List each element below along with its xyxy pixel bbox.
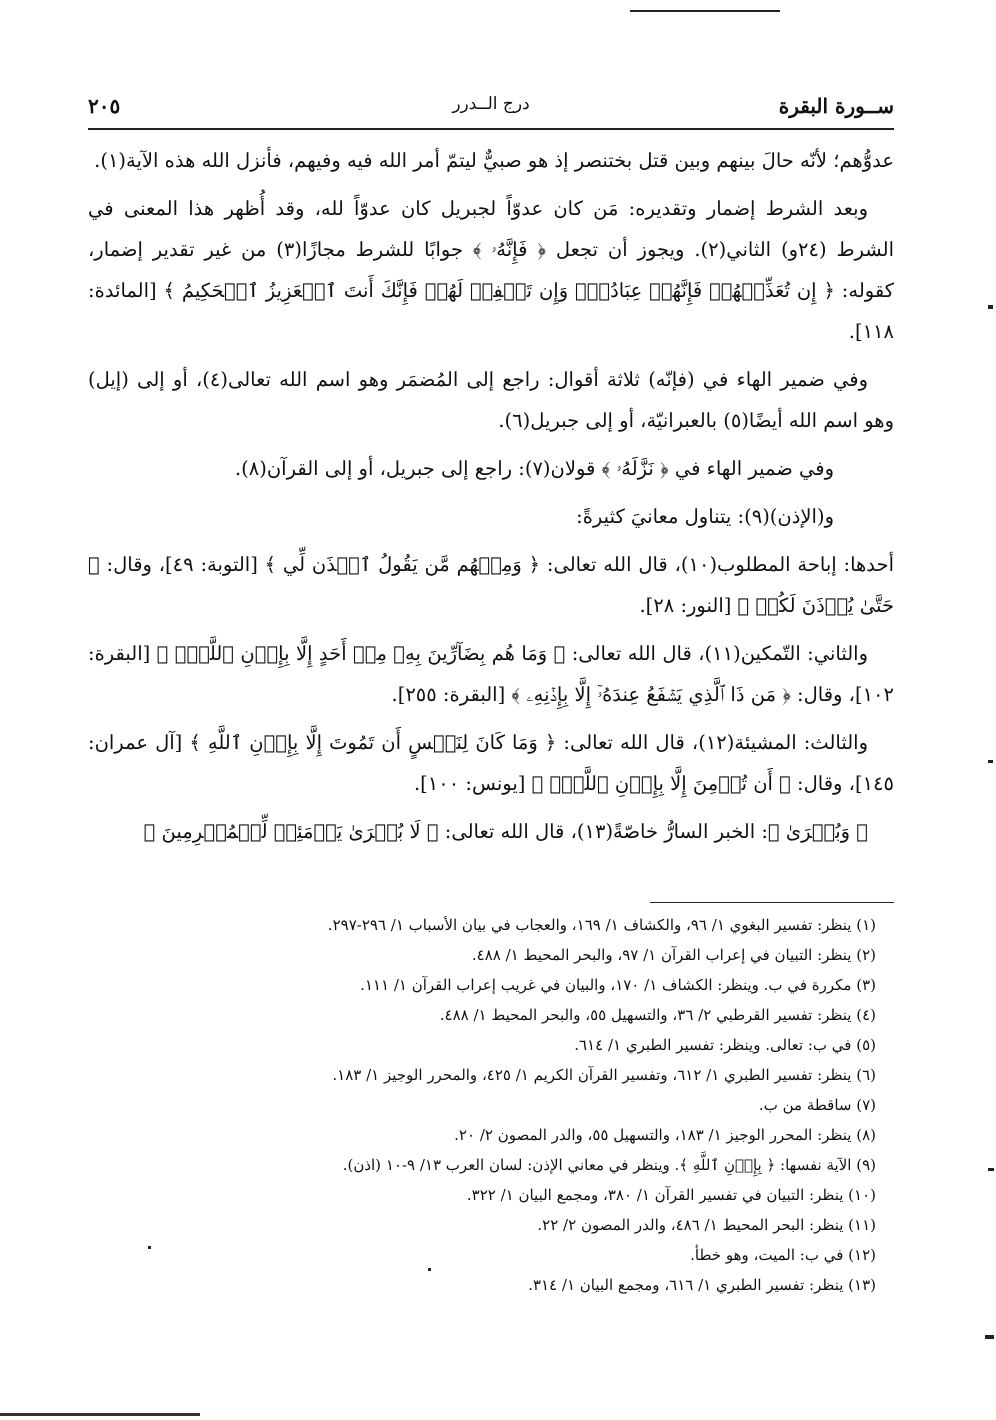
main-text xyxy=(88,140,894,859)
scan-speck xyxy=(148,1246,151,1249)
footnote: (٧) ساقطة من ب. xyxy=(758,1096,876,1114)
footnote: (١٠) ينظر: التبيان في تفسير القرآن ١/ ٣٨٠، ومجمع البيان ١/ ٣٢٢. xyxy=(466,1186,876,1204)
scan-speck xyxy=(985,1335,994,1339)
bottom-edge-line xyxy=(0,1413,200,1416)
page-header xyxy=(88,92,894,126)
scan-speck xyxy=(988,305,993,309)
scan-speck xyxy=(428,1268,431,1271)
paragraph: والثاني: التّمكين(١١)، قال الله تعالى: ﴿ وَمَا هُم بِضَآرِّينَ بِهِۦ مِنۡ أَحَدٍ إِلَّا بِإِذۡنِ ٱللَّهِۚ ﴾ [البقرة: ١٠٢]، وقال: ﴿ مَن ذَا ٱلَّذِي يَشۡفَعُ عِندَهُۥٓ إِلَّا بِإِذۡنِهِۦ ﴾ [البقرة: ٢٥٥]. xyxy=(88,642,894,706)
footnote-divider xyxy=(650,902,894,903)
footnote: (٨) ينظر: المحرر الوجيز ١/ ١٨٣، والتسهيل ٥٥، والدر المصون ٢/ ٢٠. xyxy=(454,1126,876,1144)
paragraph: وفي ضمير الهاء في (فإنّه) ثلاثة أقوال: راجع إلى المُضمَر وهو اسم الله تعالى(٤)، أو إلى (إيل) وهو اسم الله أيضًا(٥) بالعبرانيّة، أو إلى جبريل(٦). xyxy=(88,368,894,432)
footnote: (٢) ينظر: التبيان في إعراب القرآن ١/ ٩٧، والبحر المحيط ١/ ٤٨٨. xyxy=(471,946,876,964)
paragraph: ﴿ وَبُشۡرَىٰ ﴾: الخبر السارُّ خاصّةً(١٣)، قال الله تعالى: ﴿ لَا بُشۡرَىٰ يَوۡمَئِذٖ لِّلۡمُجۡرِمِينَ ﴾ xyxy=(143,820,868,843)
footnote: (٩) الآية نفسها: ﴿ بِإِذۡنِ ٱللَّهِ ﴾. وينظر في معاني الإذن: لسان العرب ١٣/ ٩-١٠ (اذن). xyxy=(342,1156,876,1174)
paragraph: وبعد الشرط إضمار وتقديره: مَن كان عدوّاً لجبريل كان عدوّاً لله، وقد أُظهر هذا المعنى في الشرط (٢٤و) الثاني(٢). ويجوز أن تجعل ﴿ فَإِنَّهُۥ ﴾ جوابًا للشرط مجازًا(٣) من غير تقدير إضمار، كقوله: ﴿ إِن تُعَذِّبۡهُمۡ فَإِنَّهُمۡ عِبَادُكَۖ وَإِن تَغۡفِرۡ لَهُمۡ فَإِنَّكَ أَنتَ ٱلۡعَزِيزُ ٱلۡحَكِيمُ ﴾ [المائدة: ١١٨]. xyxy=(88,197,895,343)
paragraph: وفي ضمير الهاء في ﴿ نَزَّلَهُۥ ﴾ قولان(٧): راجع إلى جبريل، أو إلى القرآن(٨). xyxy=(234,457,834,480)
page-number: ٢٠٥ xyxy=(88,94,121,118)
footnote: (١٣) ينظر: تفسير الطبري ١/ ٦١٦، ومجمع البيان ١/ ٣١٤. xyxy=(528,1276,876,1294)
surah-title: ســورة البقرة xyxy=(778,94,894,118)
footnote: (٦) ينظر: تفسير الطبري ١/ ٦١٢، وتفسير القرآن الكريم ١/ ٤٢٥، والمحرر الوجيز ١/ ١٨٣. xyxy=(332,1066,876,1084)
footnote: (١٢) في ب: الميت، وهو خطأ. xyxy=(690,1246,876,1264)
footnote: (١١) ينظر: البحر المحيط ١/ ٤٨٦، والدر المصون ٢/ ٢٢. xyxy=(537,1216,876,1234)
header-divider xyxy=(88,128,894,130)
paragraph: والثالث: المشيئة(١٢)، قال الله تعالى: ﴿ وَمَا كَانَ لِنَفۡسٍ أَن تَمُوتَ إِلَّا بِإِذۡنِ ٱللَّهِ ﴾ [آل عمران: ١٤٥]، وقال: ﴿ أَن تُؤۡمِنَ إِلَّا بِإِذۡنِ ٱللَّهِۚ ﴾ [يونس: ١٠٠]. xyxy=(88,731,894,795)
footnotes xyxy=(88,910,876,1300)
scan-speck xyxy=(988,1168,994,1171)
book-title: درج الــدرر xyxy=(452,94,530,114)
footnote: (٤) ينظر: تفسير القرطبي ٢/ ٣٦، والتسهيل ٥٥، والبحر المحيط ١/ ٤٨٨. xyxy=(439,1006,876,1024)
footnote: (١) ينظر: تفسير البغوي ١/ ٩٦، والكشاف ١/ ١٦٩، والعجاب في بيان الأسباب ١/ ٢٩٦-٢٩٧. xyxy=(327,916,876,934)
paragraph: و(الإذن)(٩): يتناول معانيَ كثيرةً: xyxy=(576,505,834,528)
paragraph: أحدها: إباحة المطلوب(١٠)، قال الله تعالى: ﴿ وَمِنۡهُم مَّن يَقُولُ ٱئۡذَن لِّي ﴾ [التوبة: ٤٩]، وقال: ﴿ حَتَّىٰ يُؤۡذَنَ لَكُمۡ ﴾ [النور: ٢٨]. xyxy=(88,553,894,617)
scan-speck xyxy=(988,760,993,763)
footnote: (٣) مكررة في ب. وينظر: الكشاف ١/ ١٧٠، والبيان في غريب إعراب القرآن ١/ ١١١. xyxy=(360,976,876,994)
paragraph: عدوُّهم؛ لأنّه حالَ بينهم وبين قتل بختنصر إذ هو صبيٌّ ليتمّ أمر الله فيه وفيهم، فأنزل الله هذه الآية(١). xyxy=(94,149,894,172)
footnote: (٥) في ب: تعالى. وينظر: تفسير الطبري ١/ ٦١٤. xyxy=(574,1036,876,1054)
top-rule xyxy=(630,10,780,12)
